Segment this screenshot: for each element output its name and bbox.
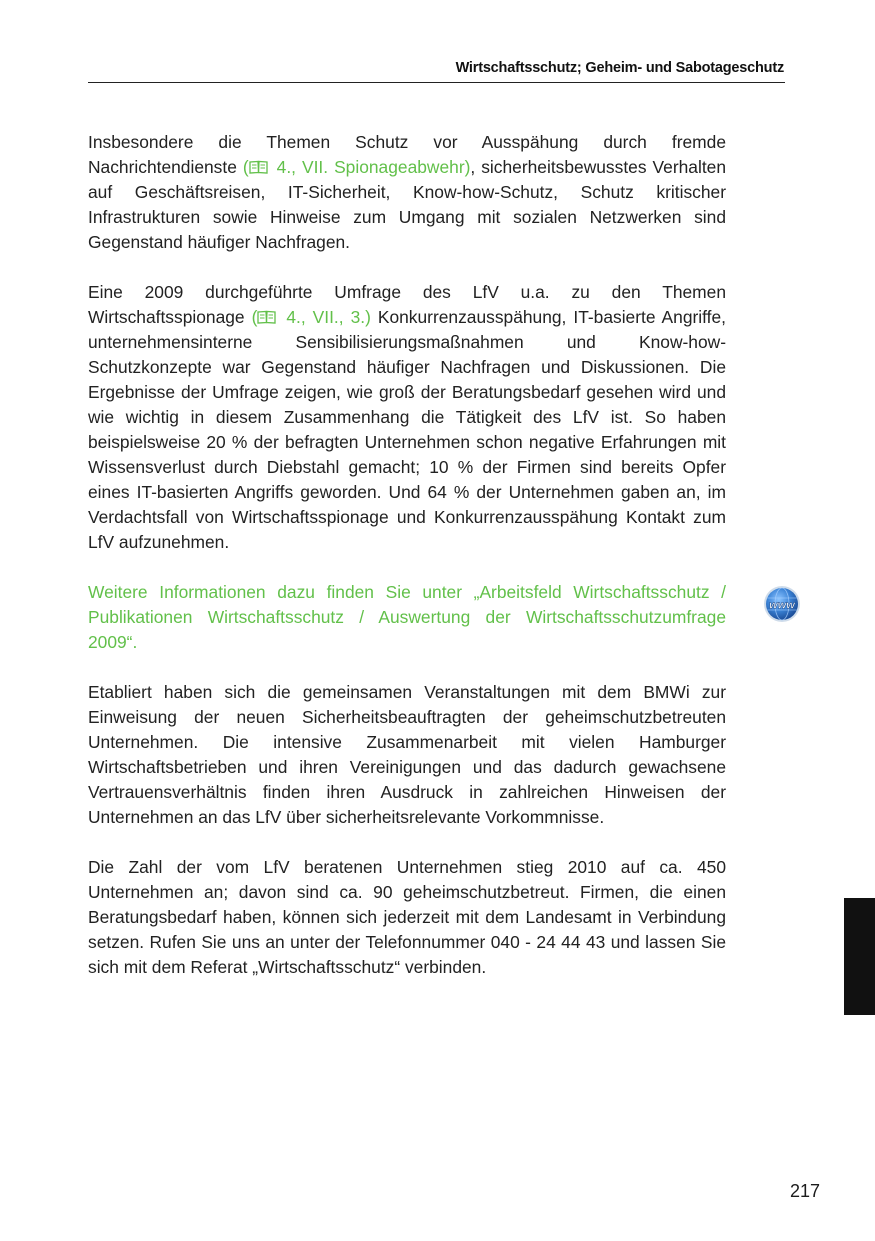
header-divider	[88, 82, 785, 83]
ref-open-paren: (	[251, 307, 258, 327]
paragraph-4: Etabliert haben sich die gemeinsamen Veranstaltungen mit dem BMWi zur Einweisung der neuen Sicherheitsbeauftragten der geheimschutzbetreuten Unternehmen. Die intensive Zusammenarbeit mit vielen Hamburger Wirtschaftsbetrieben und ihren Vereinigungen und das dadurch gewachsene Vertrauensverhältnis finden ihren Ausdruck in zahlreichen Hinweisen der Unternehmen an das LfV über sicherheitsrelevante Vorkommnisse.	[88, 682, 726, 827]
paragraph-2-text-end: Konkurrenzausspähung, IT-basierte Angriffe, unternehmensinterne Sensibilisierungsmaßnahmen und Know-how-Schutzkonzepte war Gegenstand häufiger Nachfragen und Diskussionen. Die Ergebnisse der Umfrage zeigen, wie groß der Beratungsbedarf gesehen wird und wie wichtig in diesem Zusammenhang die Tätigkeit des LfV ist. So haben beispielsweise 20 % der befragten Unternehmen schon negative Erfahrungen mit Wissensverlust durch Diebstahl gemacht; 10 % der Firmen sind bereits Opfer eines IT-basierten Angriffs geworden. Und 64 % der Unternehmen gaben an, im Verdachtsfall von Wirtschaftsspionage und Konkurrenzausspähung Kontakt zum LfV aufzunehmen.	[88, 307, 726, 552]
www-icon[interactable]	[763, 585, 801, 623]
body-text	[88, 130, 726, 1005]
paragraph-2	[88, 280, 726, 555]
book-icon	[249, 160, 268, 174]
web-info-paragraph[interactable]: Weitere Informationen dazu finden Sie unter „Arbeitsfeld Wirtschaftsschutz / Publikationen Wirtschaftsschutz / Auswertung der Wirtschaftsschutzumfrage 2009“.	[88, 582, 726, 652]
page-number: 217	[789, 1181, 820, 1201]
paragraph-1-text-end: , sicherheitsbewusstes Verhalten auf Geschäftsreisen, IT-Sicherheit, Know-how-Schutz, Schutz kritischer Infrastrukturen sowie Hinweise zum Umgang mit sozialen Netzwerken sind Gegenstand häufiger Nachfragen.	[88, 157, 726, 252]
cross-reference-link[interactable]	[252, 307, 371, 327]
paragraph-1-text-start: Insbesondere die Themen Schutz vor Ausspähung durch fremde Nachrichtendienste	[88, 132, 726, 177]
www-badge-text: www	[769, 599, 795, 612]
book-icon	[257, 310, 276, 324]
chapter-thumb-tab	[844, 898, 875, 1015]
ref-text: 4., VII. Spionageabwehr)	[270, 157, 471, 177]
paragraph-1	[88, 130, 726, 255]
cross-reference-link[interactable]	[243, 157, 471, 177]
paragraph-2-text-start: Eine 2009 durchgeführte Umfrage des LfV u.a. zu den Themen Wirtschaftsspionage	[88, 282, 726, 327]
ref-text: 4., VII., 3.)	[279, 307, 371, 327]
paragraph-5: Die Zahl der vom LfV beratenen Unternehmen stieg 2010 auf ca. 450 Unternehmen an; davon sind ca. 90 geheimschutzbetreut. Firmen, die einen Beratungsbedarf haben, können sich jederzeit mit dem Landesamt in Verbindung setzen. Rufen Sie uns an unter der Telefonnummer 040 - 24 44 43 und lassen Sie sich mit dem Referat „Wirtschaftsschutz“ verbinden.	[88, 857, 726, 977]
running-header-title: Wirtschaftsschutz; Geheim- und Sabotageschutz	[455, 60, 784, 76]
ref-open-paren: (	[242, 157, 249, 177]
